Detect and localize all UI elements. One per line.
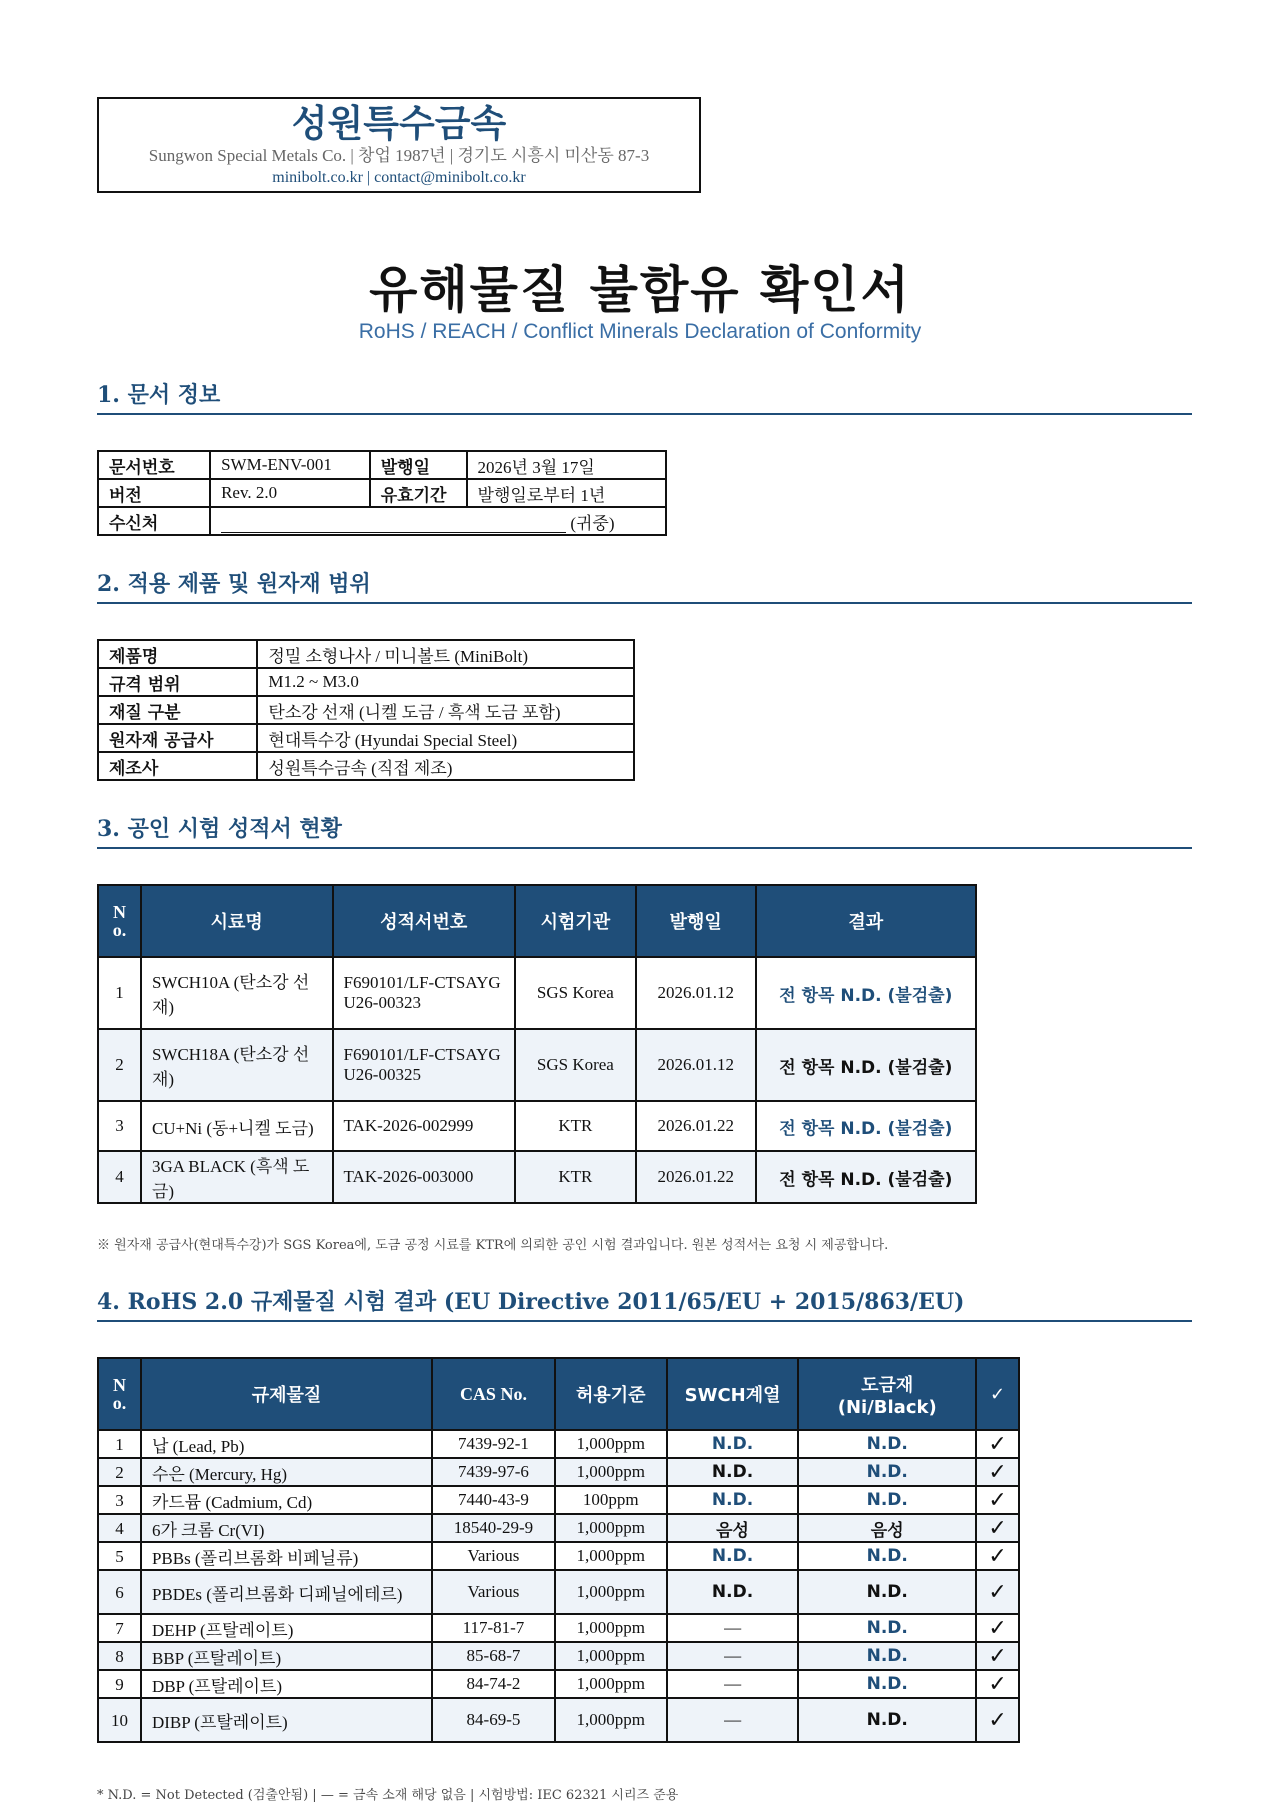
scope-label: 원자재 공급사 <box>98 724 257 752</box>
table-row <box>98 1514 1019 1542</box>
col-header-substance: 규제물질 <box>141 1358 432 1430</box>
substance-name: 납 (Lead, Pb) <box>141 1430 432 1458</box>
table-row <box>98 1101 976 1151</box>
plating-result: N.D. <box>798 1430 976 1458</box>
row-no: 3 <box>98 1486 141 1514</box>
substance-name: 카드뮴 (Cadmium, Cd) <box>141 1486 432 1514</box>
scope-table <box>97 639 635 781</box>
cas-number: 7440-43-9 <box>432 1486 555 1514</box>
col-header-no: No. <box>98 885 141 957</box>
test-report-note: ※ 원자재 공급사(현대특수강)가 SGS Korea에, 도금 공정 시료를 KTR에 의뢰한 공인 시험 결과입니다. 원본 성적서는 요청 시 제공합니다. <box>97 1238 889 1253</box>
table-row <box>98 1570 1019 1614</box>
valid-value: 발행일로부터 1년 <box>467 479 666 507</box>
test-result: 전 항목 N.D. (불검출) <box>756 957 976 1029</box>
cas-number: Various <box>432 1570 555 1614</box>
swch-result: N.D. <box>667 1458 799 1486</box>
substance-name: DEHP (프탈레이트) <box>141 1614 432 1642</box>
col-header-plating: 도금재 (Ni/Black) <box>798 1358 976 1430</box>
compliance-check: ✓ <box>976 1430 1019 1458</box>
row-no: 2 <box>98 1458 141 1486</box>
test-report-table <box>97 884 977 1204</box>
rohs-results-table <box>97 1357 1020 1743</box>
report-number: F690101/LF-CTSAYGU26-00325 <box>333 1029 516 1101</box>
row-no: 1 <box>98 1430 141 1458</box>
table-row <box>98 1614 1019 1642</box>
substance-name: DIBP (프탈레이트) <box>141 1698 432 1742</box>
recipient-field[interactable] <box>210 507 666 535</box>
scope-label: 재질 구분 <box>98 696 257 724</box>
rohs-legend-note: * N.D. = Not Detected (검출안됨) | — = 금속 소재 해당 없음 | 시험방법: IEC 62321 시리즈 준용 <box>97 1788 679 1803</box>
test-lab: KTR <box>515 1101 636 1151</box>
version-value: Rev. 2.0 <box>210 479 370 507</box>
test-result: 전 항목 N.D. (불검출) <box>756 1151 976 1203</box>
scope-value: 성원특수금속 (직접 제조) <box>257 752 634 780</box>
cas-number: 117-81-7 <box>432 1614 555 1642</box>
col-header-date: 발행일 <box>636 885 756 957</box>
col-header-sample: 시료명 <box>141 885 333 957</box>
substance-name: PBBs (폴리브롬화 비페닐류) <box>141 1542 432 1570</box>
col-header-no: No. <box>98 1358 141 1430</box>
table-row <box>98 1670 1019 1698</box>
test-result: 전 항목 N.D. (불검출) <box>756 1101 976 1151</box>
table-row <box>98 1698 1019 1742</box>
swch-result: — <box>667 1670 799 1698</box>
report-number: TAK-2026-003000 <box>333 1151 516 1203</box>
table-row <box>98 1458 1019 1486</box>
limit-value: 1,000ppm <box>555 1514 667 1542</box>
version-label: 버전 <box>98 479 210 507</box>
swch-result: N.D. <box>667 1570 799 1614</box>
plating-result: 음성 <box>798 1514 976 1542</box>
col-header-report-no: 성적서번호 <box>333 885 516 957</box>
swch-result: — <box>667 1698 799 1742</box>
letterhead <box>97 97 701 193</box>
cas-number: Various <box>432 1542 555 1570</box>
limit-value: 1,000ppm <box>555 1542 667 1570</box>
test-lab: SGS Korea <box>515 1029 636 1101</box>
document-subtitle: RoHS / REACH / Conflict Minerals Declaration of Conformity <box>358 320 922 343</box>
company-name: 성원특수금속 <box>291 101 507 145</box>
sample-name: SWCH18A (탄소강 선재) <box>141 1029 333 1101</box>
scope-value: 정밀 소형나사 / 미니볼트 (MiniBolt) <box>257 640 634 668</box>
report-date: 2026.01.12 <box>636 1029 756 1101</box>
doc-no-label: 문서번호 <box>98 451 210 479</box>
table-row <box>98 1486 1019 1514</box>
scope-label: 제품명 <box>98 640 257 668</box>
table-row <box>98 1151 976 1203</box>
plating-result: N.D. <box>798 1670 976 1698</box>
plating-result: N.D. <box>798 1542 976 1570</box>
swch-result: N.D. <box>667 1430 799 1458</box>
document-info-table <box>97 450 667 536</box>
substance-name: 수은 (Mercury, Hg) <box>141 1458 432 1486</box>
table-row <box>98 1029 976 1101</box>
issue-date-label: 발행일 <box>370 451 467 479</box>
plating-result: N.D. <box>798 1458 976 1486</box>
company-contact: minibolt.co.kr | contact@minibolt.co.kr <box>272 169 526 186</box>
test-lab: KTR <box>515 1151 636 1203</box>
limit-value: 1,000ppm <box>555 1642 667 1670</box>
cas-number: 84-69-5 <box>432 1698 555 1742</box>
scope-value: M1.2 ~ M3.0 <box>257 668 634 696</box>
company-info: Sungwon Special Metals Co. | 창업 1987년 | 경기도 시흥시 미산동 87-3 <box>148 146 650 165</box>
compliance-check: ✓ <box>976 1514 1019 1542</box>
table-row <box>98 1642 1019 1670</box>
compliance-check: ✓ <box>976 1670 1019 1698</box>
swch-result: — <box>667 1642 799 1670</box>
col-header-result: 결과 <box>756 885 976 957</box>
plating-result: N.D. <box>798 1570 976 1614</box>
plating-result: N.D. <box>798 1614 976 1642</box>
limit-value: 1,000ppm <box>555 1698 667 1742</box>
section-heading-scope: 2. 적용 제품 및 원자재 범위 <box>97 567 1192 604</box>
compliance-check: ✓ <box>976 1570 1019 1614</box>
col-header-lab: 시험기관 <box>515 885 636 957</box>
report-number: F690101/LF-CTSAYGU26-00323 <box>333 957 516 1029</box>
compliance-check: ✓ <box>976 1542 1019 1570</box>
table-row <box>98 957 976 1029</box>
row-no: 1 <box>98 957 141 1029</box>
row-no: 4 <box>98 1151 141 1203</box>
report-date: 2026.01.12 <box>636 957 756 1029</box>
scope-value: 탄소강 선재 (니켈 도금 / 흑색 도금 포함) <box>257 696 634 724</box>
compliance-check: ✓ <box>976 1458 1019 1486</box>
section-heading-test-reports: 3. 공인 시험 성적서 현황 <box>97 812 1192 849</box>
row-no: 5 <box>98 1542 141 1570</box>
compliance-check: ✓ <box>976 1614 1019 1642</box>
compliance-check: ✓ <box>976 1698 1019 1742</box>
limit-value: 1,000ppm <box>555 1614 667 1642</box>
row-no: 7 <box>98 1614 141 1642</box>
compliance-check: ✓ <box>976 1486 1019 1514</box>
compliance-check: ✓ <box>976 1642 1019 1670</box>
substance-name: 6가 크롬 Cr(VI) <box>141 1514 432 1542</box>
row-no: 9 <box>98 1670 141 1698</box>
swch-result: N.D. <box>667 1542 799 1570</box>
recipient-label: 수신처 <box>98 507 210 535</box>
plating-result: N.D. <box>798 1642 976 1670</box>
swch-result: — <box>667 1614 799 1642</box>
sample-name: CU+Ni (동+니켈 도금) <box>141 1101 333 1151</box>
sample-name: 3GA BLACK (흑색 도금) <box>141 1151 333 1203</box>
col-header-swch: SWCH계열 <box>667 1358 799 1430</box>
row-no: 2 <box>98 1029 141 1101</box>
limit-value: 1,000ppm <box>555 1458 667 1486</box>
valid-label: 유효기간 <box>370 479 467 507</box>
swch-result: N.D. <box>667 1486 799 1514</box>
plating-result: N.D. <box>798 1486 976 1514</box>
plating-result: N.D. <box>798 1698 976 1742</box>
document-title: 유해물질 불함유 확인서 <box>369 260 911 319</box>
cas-number: 7439-97-6 <box>432 1458 555 1486</box>
section-heading-document-info: 1. 문서 정보 <box>97 378 1192 415</box>
report-number: TAK-2026-002999 <box>333 1101 516 1151</box>
limit-value: 1,000ppm <box>555 1570 667 1614</box>
cas-number: 84-74-2 <box>432 1670 555 1698</box>
limit-value: 1,000ppm <box>555 1430 667 1458</box>
limit-value: 100ppm <box>555 1486 667 1514</box>
swch-result: 음성 <box>667 1514 799 1542</box>
scope-value: 현대특수강 (Hyundai Special Steel) <box>257 724 634 752</box>
col-header-cas: CAS No. <box>432 1358 555 1430</box>
scope-label: 규격 범위 <box>98 668 257 696</box>
row-no: 8 <box>98 1642 141 1670</box>
cas-number: 7439-92-1 <box>432 1430 555 1458</box>
row-no: 10 <box>98 1698 141 1742</box>
test-lab: SGS Korea <box>515 957 636 1029</box>
test-result: 전 항목 N.D. (불검출) <box>756 1029 976 1101</box>
substance-name: DBP (프탈레이트) <box>141 1670 432 1698</box>
row-no: 3 <box>98 1101 141 1151</box>
row-no: 4 <box>98 1514 141 1542</box>
sample-name: SWCH10A (탄소강 선재) <box>141 957 333 1029</box>
substance-name: PBDEs (폴리브롬화 디페닐에테르) <box>141 1570 432 1614</box>
doc-no-value: SWM-ENV-001 <box>210 451 370 479</box>
report-date: 2026.01.22 <box>636 1101 756 1151</box>
report-date: 2026.01.22 <box>636 1151 756 1203</box>
limit-value: 1,000ppm <box>555 1670 667 1698</box>
section-heading-rohs-results: 4. RoHS 2.0 규제물질 시험 결과 (EU Directive 2011/65/EU + 2015/863/EU) <box>97 1285 1192 1322</box>
substance-name: BBP (프탈레이트) <box>141 1642 432 1670</box>
scope-label: 제조사 <box>98 752 257 780</box>
row-no: 6 <box>98 1570 141 1614</box>
recipient-blank-line <box>221 517 566 533</box>
issue-date-value: 2026년 3월 17일 <box>467 451 666 479</box>
cas-number: 85-68-7 <box>432 1642 555 1670</box>
cas-number: 18540-29-9 <box>432 1514 555 1542</box>
recipient-suffix: (귀중) <box>570 513 615 533</box>
table-row <box>98 1430 1019 1458</box>
table-row <box>98 1542 1019 1570</box>
col-header-check: ✓ <box>976 1358 1019 1430</box>
col-header-limit: 허용기준 <box>555 1358 667 1430</box>
